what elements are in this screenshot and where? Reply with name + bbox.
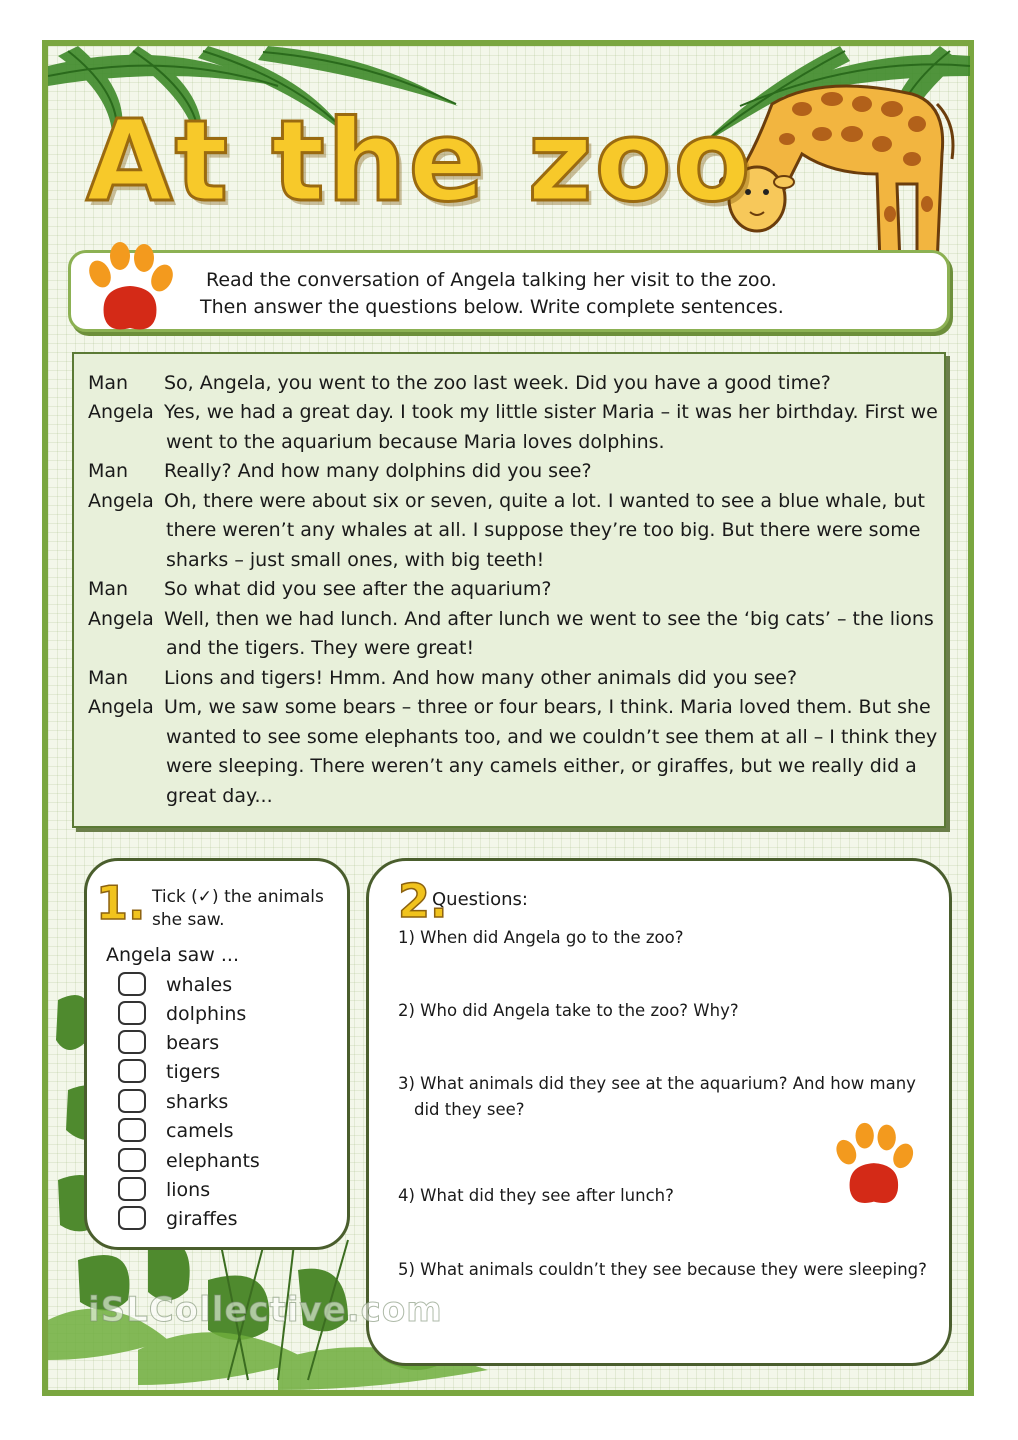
task2-heading: Questions: bbox=[432, 889, 528, 910]
paw-print-icon bbox=[80, 238, 176, 338]
paw-print-icon bbox=[828, 1118, 916, 1212]
dialogue-line: Really? And how many dolphins did you see? bbox=[164, 460, 592, 482]
animal-checkbox-row[interactable] bbox=[118, 1089, 318, 1115]
dialogue-line: Yes, we had a great day. I took my little sister Maria – it was her birthday. First we bbox=[164, 401, 938, 423]
dialogue-line: went to the aquarium because Maria loves dolphins. bbox=[166, 431, 665, 453]
question-4: 4) What did they see after lunch? bbox=[398, 1186, 674, 1205]
checkbox[interactable] bbox=[118, 1118, 146, 1142]
dialogue-line: sharks – just small ones, with big teeth! bbox=[166, 549, 545, 571]
dialogue-line: Oh, there were about six or seven, quite a lot. I wanted to see a blue whale, but bbox=[164, 490, 926, 512]
dialogue-speaker: Angela bbox=[88, 490, 154, 512]
dialogue-line: Um, we saw some bears – three or four bears, I think. Maria loved them. But she bbox=[164, 696, 931, 718]
task1-lead: Angela saw ... bbox=[106, 944, 239, 966]
watermark: iSLCollective.com bbox=[88, 1290, 443, 1330]
dialogue-line: So what did you see after the aquarium? bbox=[164, 578, 552, 600]
page-title: At the zoo bbox=[86, 97, 753, 227]
checkbox[interactable] bbox=[118, 1089, 146, 1113]
dialogue-speaker: Angela bbox=[88, 401, 154, 423]
dialogue-line: were sleeping. There weren’t any camels either, or giraffes, but we really did a bbox=[166, 755, 917, 777]
checkbox[interactable] bbox=[118, 1206, 146, 1230]
animal-label: dolphins bbox=[166, 1003, 247, 1025]
question-3-continuation: did they see? bbox=[414, 1100, 525, 1119]
checkbox[interactable] bbox=[118, 1148, 146, 1172]
dialogue-line: and the tigers. They were great! bbox=[166, 637, 475, 659]
dialogue-line: Lions and tigers! Hmm. And how many other animals did you see? bbox=[164, 667, 798, 689]
dialogue-line: wanted to see some elephants too, and we couldn’t see them at all – I think they bbox=[166, 726, 938, 748]
task1-instruction-line-2: she saw. bbox=[152, 910, 225, 930]
animal-checkbox-row[interactable] bbox=[118, 1001, 318, 1027]
dialogue-speaker: Man bbox=[88, 667, 129, 689]
animal-checkbox-row[interactable] bbox=[118, 972, 318, 998]
dialogue-speaker: Man bbox=[88, 372, 129, 394]
animal-checkbox-row[interactable] bbox=[118, 1148, 318, 1174]
animal-label: camels bbox=[166, 1120, 234, 1142]
dialogue-speaker: Angela bbox=[88, 696, 154, 718]
dialogue-speaker: Angela bbox=[88, 608, 154, 630]
animal-label: bears bbox=[166, 1032, 220, 1054]
animal-checkbox-row[interactable] bbox=[118, 1030, 318, 1056]
dialogue-line: So, Angela, you went to the zoo last week. Did you have a good time? bbox=[164, 372, 831, 394]
animal-checkbox-row[interactable] bbox=[118, 1177, 318, 1203]
instruction-line-2: Then answer the questions below. Write complete sentences. bbox=[200, 296, 784, 318]
animal-label: sharks bbox=[166, 1091, 229, 1113]
task1-instruction-line-1: Tick (✓) the animals bbox=[152, 887, 324, 907]
animal-label: lions bbox=[166, 1179, 211, 1201]
dialogue-line: Well, then we had lunch. And after lunch we went to see the ‘big cats’ – the lions bbox=[164, 608, 934, 630]
instruction-line-1: Read the conversation of Angela talking her visit to the zoo. bbox=[206, 269, 777, 291]
animal-checkbox-row[interactable] bbox=[118, 1059, 318, 1085]
animal-label: tigers bbox=[166, 1061, 221, 1083]
animal-checkbox-row[interactable] bbox=[118, 1118, 318, 1144]
dialogue-line: there weren’t any whales at all. I suppose they’re too big. But there were some bbox=[166, 519, 921, 541]
checkbox[interactable] bbox=[118, 1059, 146, 1083]
question-5: 5) What animals couldn’t they see because they were sleeping? bbox=[398, 1260, 927, 1279]
dialogue-speaker: Man bbox=[88, 460, 129, 482]
dialogue-speaker: Man bbox=[88, 578, 129, 600]
task2-number: 2. bbox=[398, 874, 448, 928]
checkbox[interactable] bbox=[118, 1001, 146, 1025]
animal-checkbox-row[interactable] bbox=[118, 1206, 318, 1232]
animal-label: whales bbox=[166, 974, 233, 996]
question-1: 1) When did Angela go to the zoo? bbox=[398, 928, 684, 947]
dialogue-line: great day... bbox=[166, 785, 273, 807]
checkbox[interactable] bbox=[118, 972, 146, 996]
animal-label: elephants bbox=[166, 1150, 260, 1172]
checkbox[interactable] bbox=[118, 1030, 146, 1054]
task1-number: 1. bbox=[96, 876, 146, 930]
question-3: 3) What animals did they see at the aquarium? And how many bbox=[398, 1074, 916, 1093]
question-2: 2) Who did Angela take to the zoo? Why? bbox=[398, 1001, 739, 1020]
checkbox[interactable] bbox=[118, 1177, 146, 1201]
animal-label: giraffes bbox=[166, 1208, 238, 1230]
